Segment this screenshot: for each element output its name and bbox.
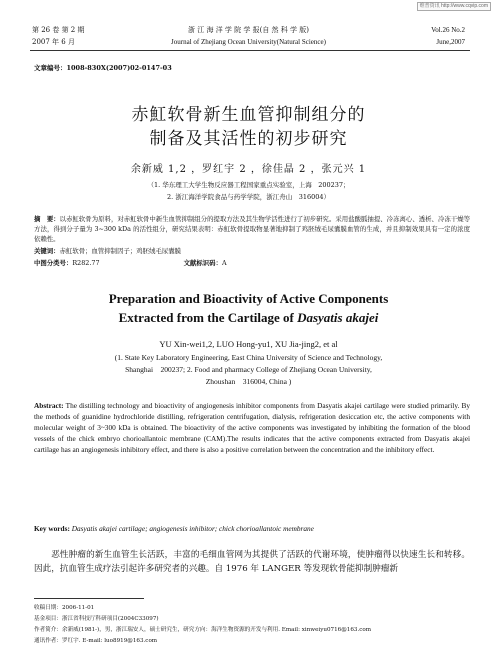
- doc-code-label: 文献标识码：: [183, 259, 222, 267]
- affiliation-en-1: (1. State Key Laboratory Engineering, East China University of Science and Technology,: [114, 353, 383, 362]
- abstract-en-label: Abstract:: [34, 401, 64, 410]
- classification-label: 中图分类号：: [34, 259, 73, 267]
- header-date-en: June,2007: [436, 38, 465, 46]
- footnote-received: 收稿日期：2006-11-01: [34, 605, 95, 611]
- classification: [34, 258, 470, 268]
- title-en-species: Dasyatis akajei: [297, 310, 379, 325]
- abstract-en-text: The distilling technology and bioactivity of angiogenesis inhibitor components from Dasyatis akajei cartilage were studied primarily. By the methods of guanidine hydrochloride distilling, refrigeration centrifugation, dialysis, refrigeration desiccation etc, the active components with molecular weight of 3~300 kDa is obtained. The bioactivity of the active components was investigated by inhibiting the formation of the blood vessels of the chick embryo chorioallantoic membrane (CAM).The results indicates that the active components extracted from Dasyatis akajei cartilage has an angiogenesis inhibitory effect, and there is also a positive correlation between the concentration and the inhibitory effect.: [34, 401, 471, 454]
- header-rule: [30, 50, 470, 51]
- header-journal-en: Journal of Zhejiang Ocean University(Natural Science): [171, 38, 326, 46]
- authors-cn: 余新威 1,2 ，罗红宇 2 ，徐佳晶 2 ，张元兴 1: [130, 164, 367, 175]
- affiliation-en-2: Shanghai 200237; 2. Food and pharmacy College of Zhejiang Ocean University,: [125, 365, 372, 374]
- footnote-fund: 基金项目：浙江省科技厅科研项目(2004C33097): [34, 616, 159, 622]
- footnote-author: 作者简介：余新威(1981-)，男，浙江瑞安人，硕士研究生，研究方向：海洋生物资源的开发与利用. Email: xinweiyu0716@163.com: [34, 627, 372, 633]
- authors-en: YU Xin-wei1,2, LUO Hong-yu1, XU Jia-jing2, et al: [159, 339, 338, 349]
- keywords-cn-label: 关键词：: [34, 247, 60, 255]
- watermark: 维普资讯 http://www.cqvip.com: [417, 2, 491, 11]
- keywords-cn: [34, 246, 470, 256]
- keywords-cn-text: 赤魟软骨；血管抑制因子；鸡胚绒毛尿囊膜: [59, 247, 181, 255]
- title-en-line2-text: Extracted from the Cartilage of: [118, 310, 298, 325]
- title-cn-line2: 制备及其活性的初步研究: [149, 129, 348, 149]
- title-cn-line1: 赤魟软骨新生血管抑制组分的: [131, 105, 366, 125]
- doc-code-value: A: [221, 259, 227, 267]
- intro-paragraph: 恶性肿瘤的新生血管生长活跃，丰富的毛细血管网为其提供了活跃的代谢环境，使肿瘤得以快速生长和转移。因此，抗血管生成疗法引起许多研究者的兴趣。自 1976 年 LANGER 等发现软骨能抑制肿瘤新: [34, 550, 470, 574]
- affiliation-cn-2: 2. 浙江海洋学院食品与药学学院，浙江舟山 316004）: [166, 193, 331, 201]
- header-journal-cn: 浙 江 海 洋 学 院 学 报(自 然 科 学 版): [188, 26, 309, 34]
- abstract-cn-text: 以赤魟软骨为原料，对赤魟软骨中新生血管抑制组分的提取方法及其生物学活性进行了初步研究。采用盐酸胍抽提、冷冻离心、透析、冷冻干燥等方法，得到分子量为 3~300 kDa 的活性组分，研究结果表明：赤魟软骨提取物显著地抑制了鸡胚绒毛尿囊膜血管的生成，并且抑制效果具有一定的浓度依赖性。: [34, 215, 471, 243]
- keywords-en: [34, 524, 470, 535]
- footnote-contact: 通讯作者：罗红宇. E-mail: luo8919@163.com: [34, 638, 158, 644]
- title-en-line2: [0, 309, 497, 326]
- affiliation-cn-1: （1. 华东理工大学生物反应器工程国家重点实验室，上海 200237；: [147, 181, 350, 189]
- abstract-cn: [34, 214, 470, 244]
- header-volume: 第 26 卷 第 2 期: [32, 26, 85, 34]
- affiliation-en-3: Zhoushan 316004, China ): [205, 377, 292, 386]
- footnote-rule: [34, 598, 144, 599]
- abstract-en: [34, 401, 470, 456]
- header-date: 2007 年 6 月: [32, 38, 75, 46]
- article-id: 文章编号：1008-830X(2007)02-0147-03: [34, 64, 172, 72]
- keywords-en-text: Dasyatis akajei cartilage; angiogenesis inhibitor; chick chorioallantoic membrane: [71, 524, 314, 533]
- classification-value: R282.77: [72, 259, 100, 267]
- keywords-en-label: Key words:: [34, 524, 70, 533]
- title-en-line1: Preparation and Bioactivity of Active Components: [108, 291, 389, 306]
- header-vol-en: Vol.26 No.2: [431, 26, 465, 34]
- abstract-cn-label: 摘 要：: [34, 215, 60, 223]
